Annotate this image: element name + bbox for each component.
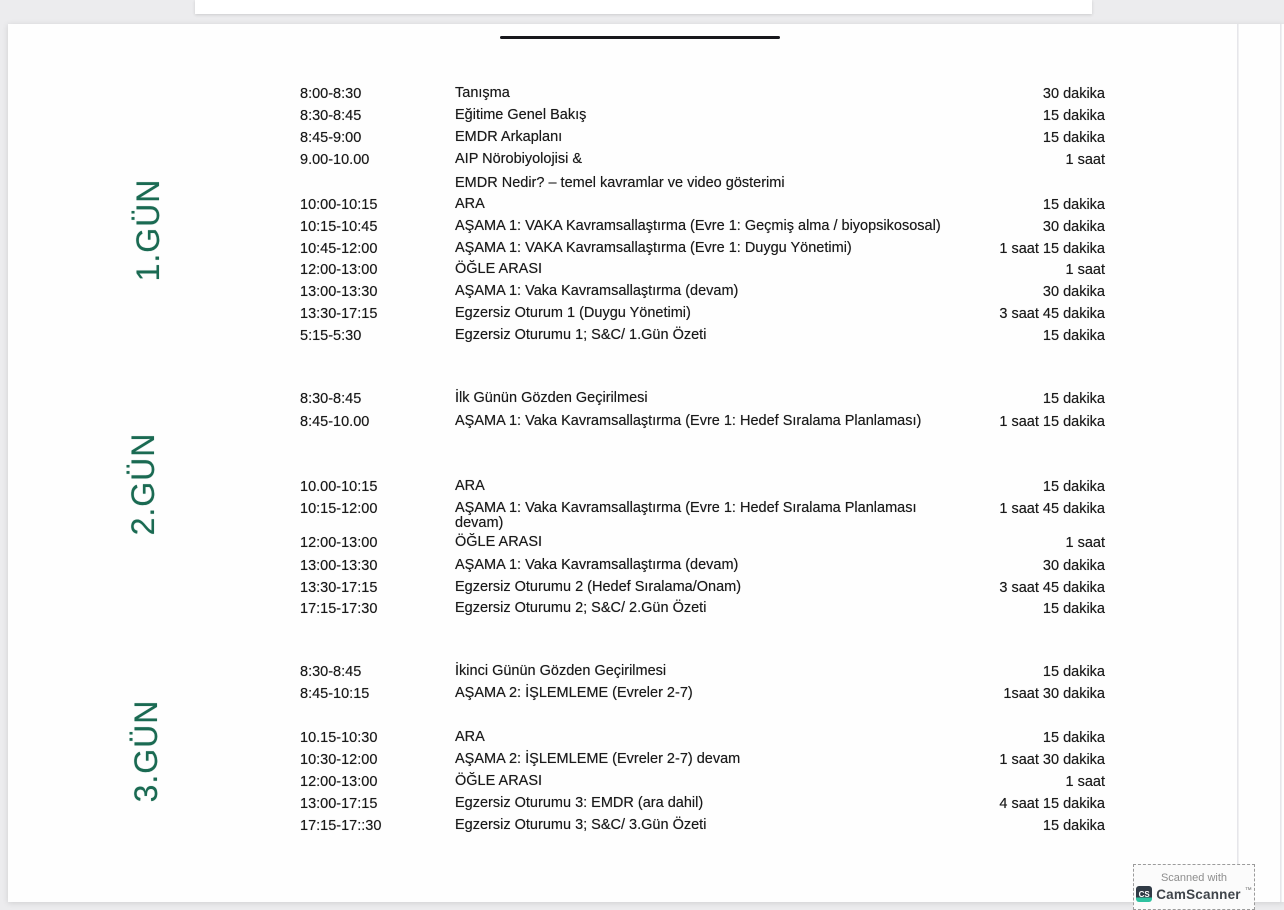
row-description: Egzersiz Oturumu 3; S&C/ 3.Gün Özeti — [455, 817, 707, 833]
row-time: 8:30-8:45 — [300, 108, 362, 124]
row-duration: 1 saat — [1065, 535, 1105, 551]
camscanner-name: CamScanner — [1156, 886, 1241, 902]
row-time: 12:00-13:00 — [300, 262, 378, 278]
row-description: AŞAMA 1: Vaka Kavramsallaştırma (devam) — [455, 557, 739, 573]
row-duration: 15 dakika — [1042, 108, 1105, 124]
row-time: 17:15-17:30 — [300, 601, 378, 617]
row-duration: 15 dakika — [1042, 818, 1105, 834]
row-description: ÖĞLE ARASI — [455, 534, 543, 550]
row-duration: 1 saat 15 dakika — [999, 414, 1105, 430]
row-description: Egzersiz Oturumu 2; S&C/ 2.Gün Özeti — [455, 600, 707, 616]
row-description: Egzersiz Oturumu 1; S&C/ 1.Gün Özeti — [455, 327, 707, 343]
row-description: EMDR Arkaplanı — [455, 129, 563, 145]
row-duration: 1saat 30 dakika — [1003, 686, 1105, 702]
row-description: ARA — [455, 478, 485, 494]
row-time: 12:00-13:00 — [300, 535, 378, 551]
day-label-1: 1.GÜN — [130, 178, 166, 282]
row-time: 12:00-13:00 — [300, 774, 378, 790]
row-duration: 1 saat — [1065, 262, 1105, 278]
row-duration: 4 saat 15 dakika — [999, 796, 1105, 812]
row-duration: 15 dakika — [1042, 479, 1105, 495]
row-time: 10.15-10:30 — [300, 730, 378, 746]
row-time: 8:45-10.00 — [300, 414, 370, 430]
row-time: 10.00-10:15 — [300, 479, 378, 495]
row-description: İkinci Günün Gözden Geçirilmesi — [455, 663, 667, 679]
row-description: Eğitime Genel Bakış — [455, 107, 587, 123]
row-duration: 1 saat 45 dakika — [999, 501, 1105, 517]
row-time: 8:45-9:00 — [300, 130, 362, 146]
row-time: 10:00-10:15 — [300, 197, 378, 213]
camscanner-badge — [1133, 864, 1255, 910]
camscanner-logo-icon: CS — [1136, 886, 1152, 902]
row-duration: 30 dakika — [1042, 284, 1105, 300]
row-duration: 30 dakika — [1042, 86, 1105, 102]
row-time: 9.00-10.00 — [300, 152, 370, 168]
row-duration: 15 dakika — [1042, 730, 1105, 746]
row-description: EMDR Nedir? – temel kavramlar ve video gösterimi — [455, 175, 785, 191]
row-duration: 1 saat — [1065, 774, 1105, 790]
row-description: AŞAMA 2: İŞLEMLEME (Evreler 2-7) devam — [455, 751, 741, 767]
row-description: AŞAMA 2: İŞLEMLEME (Evreler 2-7) — [455, 685, 693, 701]
row-time: 10:45-12:00 — [300, 241, 378, 257]
row-time: 8:30-8:45 — [300, 391, 362, 407]
row-description: ARA — [455, 729, 485, 745]
row-duration: 15 dakika — [1042, 197, 1105, 213]
row-description: Tanışma — [455, 85, 510, 101]
row-time: 8:00-8:30 — [300, 86, 362, 102]
row-duration: 15 dakika — [1042, 601, 1105, 617]
day-label-3: 3.GÜN — [128, 699, 164, 803]
row-time: 13:00-13:30 — [300, 558, 378, 574]
row-duration: 15 dakika — [1042, 130, 1105, 146]
day-rows-3 — [8, 24, 1284, 902]
row-duration: 1 saat 15 dakika — [999, 241, 1105, 257]
row-description: AIP Nörobiyolojisi & — [455, 151, 583, 167]
row-duration: 3 saat 45 dakika — [999, 580, 1105, 596]
row-description: ARA — [455, 196, 485, 212]
row-time: 13:30-17:15 — [300, 580, 378, 596]
row-description: AŞAMA 1: VAKA Kavramsallaştırma (Evre 1: Duygu Yönetimi) — [455, 240, 852, 256]
row-time: 17:15-17::30 — [300, 818, 382, 834]
row-time: 8:30-8:45 — [300, 664, 362, 680]
row-description: İlk Günün Gözden Geçirilmesi — [455, 390, 648, 406]
row-duration: 15 dakika — [1042, 328, 1105, 344]
day-label-2: 2.GÜN — [125, 432, 161, 536]
trademark-symbol: ™ — [1244, 887, 1252, 894]
scanned-with-label: Scanned with — [1160, 872, 1228, 884]
row-description: AŞAMA 1: Vaka Kavramsallaştırma (devam) — [455, 283, 739, 299]
row-duration: 1 saat — [1065, 152, 1105, 168]
row-description: Egzersiz Oturumu 3: EMDR (ara dahil) — [455, 795, 704, 811]
row-description: ÖĞLE ARASI — [455, 773, 543, 789]
camscanner-wordmark — [1136, 886, 1252, 902]
row-duration: 15 dakika — [1042, 391, 1105, 407]
row-description: AŞAMA 1: VAKA Kavramsallaştırma (Evre 1: Geçmiş alma / biyopsikososal) — [455, 218, 941, 234]
row-description: ÖĞLE ARASI — [455, 261, 543, 277]
previous-page-edge — [195, 0, 1092, 14]
row-time: 10:30-12:00 — [300, 752, 378, 768]
row-time: 13:00-17:15 — [300, 796, 378, 812]
document-page — [8, 24, 1284, 902]
row-duration: 30 dakika — [1042, 219, 1105, 235]
row-time: 10:15-12:00 — [300, 501, 378, 517]
row-time: 10:15-10:45 — [300, 219, 378, 235]
row-description: Egzersiz Oturum 1 (Duygu Yönetimi) — [455, 305, 691, 321]
row-duration: 15 dakika — [1042, 664, 1105, 680]
row-duration: 1 saat 30 dakika — [999, 752, 1105, 768]
row-time: 13:00-13:30 — [300, 284, 378, 300]
row-time: 8:45-10:15 — [300, 686, 370, 702]
row-description: AŞAMA 1: Vaka Kavramsallaştırma (Evre 1: Hedef Sıralama Planlaması devam) — [455, 500, 917, 531]
row-description: AŞAMA 1: Vaka Kavramsallaştırma (Evre 1: Hedef Sıralama Planlaması) — [455, 413, 922, 429]
row-description: Egzersiz Oturumu 2 (Hedef Sıralama/Onam) — [455, 579, 742, 595]
row-time: 5:15-5:30 — [300, 328, 362, 344]
row-duration: 3 saat 45 dakika — [999, 306, 1105, 322]
row-duration: 30 dakika — [1042, 558, 1105, 574]
row-time: 13:30-17:15 — [300, 306, 378, 322]
